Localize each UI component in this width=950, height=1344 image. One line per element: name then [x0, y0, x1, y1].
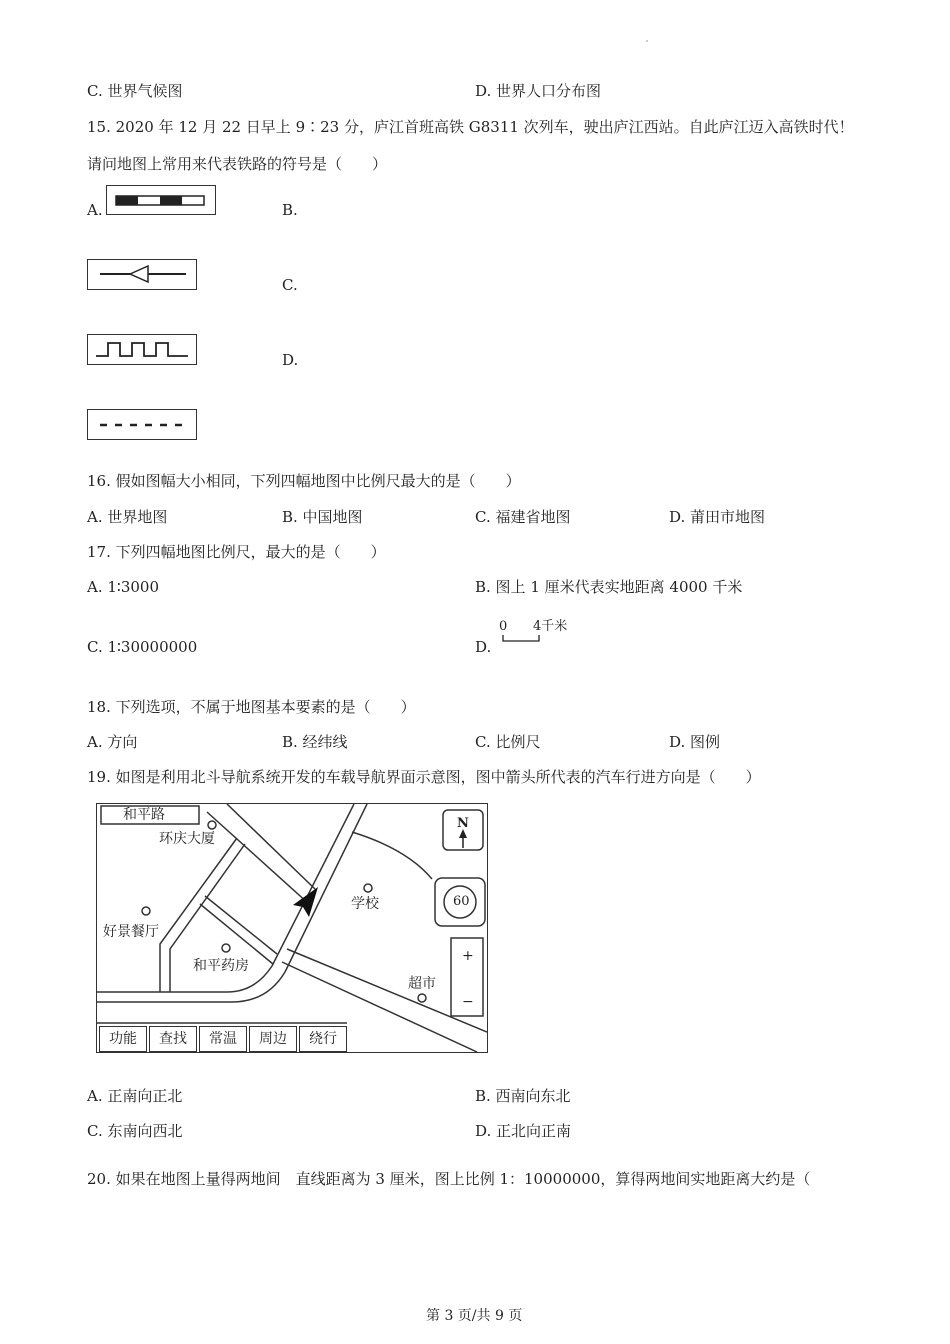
map-zoom-in-button[interactable]: +: [462, 948, 474, 964]
q18-option-c[interactable]: C. 比例尺: [475, 733, 541, 751]
q15-symbol-alternating-railway[interactable]: [106, 185, 216, 215]
q16-option-d[interactable]: D. 莆田市地图: [669, 508, 766, 526]
q16-question: 16. 假如图幅大小相同，下列四幅地图中比例尺最大的是（ ）: [87, 472, 521, 490]
q18-option-a[interactable]: A. 方向: [87, 733, 138, 751]
q16-option-b[interactable]: B. 中国地图: [282, 508, 363, 526]
q15-option-d-label[interactable]: D.: [282, 351, 299, 369]
page-number: 第 3 页/共 9 页: [426, 1308, 523, 1324]
map-zoom-out-button[interactable]: −: [462, 994, 474, 1010]
map-place-pharmacy: 和平药房: [193, 958, 249, 974]
railway-symbol-icon: [107, 186, 215, 214]
q15-question-line2: 请问地图上常用来代表铁路的符号是（ ）: [87, 155, 388, 173]
scale-bar-icon: [499, 615, 579, 645]
q16-option-a[interactable]: A. 世界地图: [87, 508, 168, 526]
q15-symbol-dashed-line[interactable]: [87, 409, 197, 440]
q17-question: 17. 下列四幅地图比例尺，最大的是（ ）: [87, 543, 386, 561]
q18-option-d[interactable]: D. 图例: [669, 733, 721, 751]
square-wave-icon: [88, 335, 196, 364]
map-place-restaurant: 好景餐厅: [103, 924, 159, 940]
q18-question: 18. 下列选项，不属于地图基本要素的是（ ）: [87, 698, 416, 716]
dashed-line-icon: [88, 410, 196, 439]
q14-option-c[interactable]: C. 世界气候图: [87, 82, 183, 100]
map-toolbar-function[interactable]: 功能: [99, 1026, 147, 1052]
q18-option-b[interactable]: B. 经纬线: [282, 733, 348, 751]
map-toolbar-search[interactable]: 查找: [149, 1026, 197, 1052]
map-north-label: N: [457, 816, 469, 831]
q15-option-b-label[interactable]: B.: [282, 201, 298, 219]
map-toolbar-temperature[interactable]: 常温: [199, 1026, 247, 1052]
map-toolbar-nearby[interactable]: 周边: [249, 1026, 297, 1052]
q17-line-scale[interactable]: [499, 615, 579, 645]
map-speed-limit: 60: [453, 894, 470, 909]
scale-distance-label: 4千米: [533, 619, 568, 634]
q19-option-c[interactable]: C. 东南向西北: [87, 1122, 183, 1140]
map-place-school: 学校: [351, 896, 379, 912]
q19-option-a[interactable]: A. 正南向正北: [87, 1087, 183, 1105]
q15-option-c-label[interactable]: C.: [282, 276, 298, 294]
arrow-line-icon: [88, 260, 196, 289]
q19-option-d[interactable]: D. 正北向正南: [475, 1122, 572, 1140]
map-toolbar-detour[interactable]: 绕行: [299, 1026, 347, 1052]
q20-question: 20. 如果在地图上量得两地间 直线距离为 3 厘米，图上比例 1：10000000，算得两地间实地距离大约是（: [87, 1170, 811, 1188]
q17-option-b[interactable]: B. 图上 1 厘米代表实地距离 4000 千米: [475, 578, 743, 596]
map-place-supermarket: 超市: [408, 976, 436, 992]
q16-option-c[interactable]: C. 福建省地图: [475, 508, 571, 526]
q15-question-line1: 15. 2020 年 12 月 22 日早上 9∶23 分，庐江首班高铁 G8311 次列车，驶出庐江西站。自此庐江迈入高铁时代！: [87, 118, 854, 136]
q15-symbol-square-wave[interactable]: [87, 334, 197, 365]
q19-question: 19. 如图是利用北斗导航系统开发的车载导航界面示意图，图中箭头所代表的汽车行进方向是（ ）: [87, 768, 761, 786]
scan-speck: [646, 40, 648, 42]
q14-option-d[interactable]: D. 世界人口分布图: [475, 82, 602, 100]
navigation-map-figure: [96, 803, 488, 1053]
map-place-huanqing: 环庆大厦: [159, 831, 215, 847]
q17-option-a[interactable]: A. 1∶3000: [87, 578, 159, 596]
q17-option-c[interactable]: C. 1∶30000000: [87, 638, 198, 656]
q15-symbol-river-arrow[interactable]: [87, 259, 197, 290]
q15-option-a-label[interactable]: A.: [87, 201, 103, 219]
q17-option-d[interactable]: D.: [475, 638, 492, 656]
q19-option-b[interactable]: B. 西南向东北: [475, 1087, 571, 1105]
scale-zero-label: 0: [499, 619, 508, 634]
map-road-label: 和平路: [123, 807, 165, 823]
